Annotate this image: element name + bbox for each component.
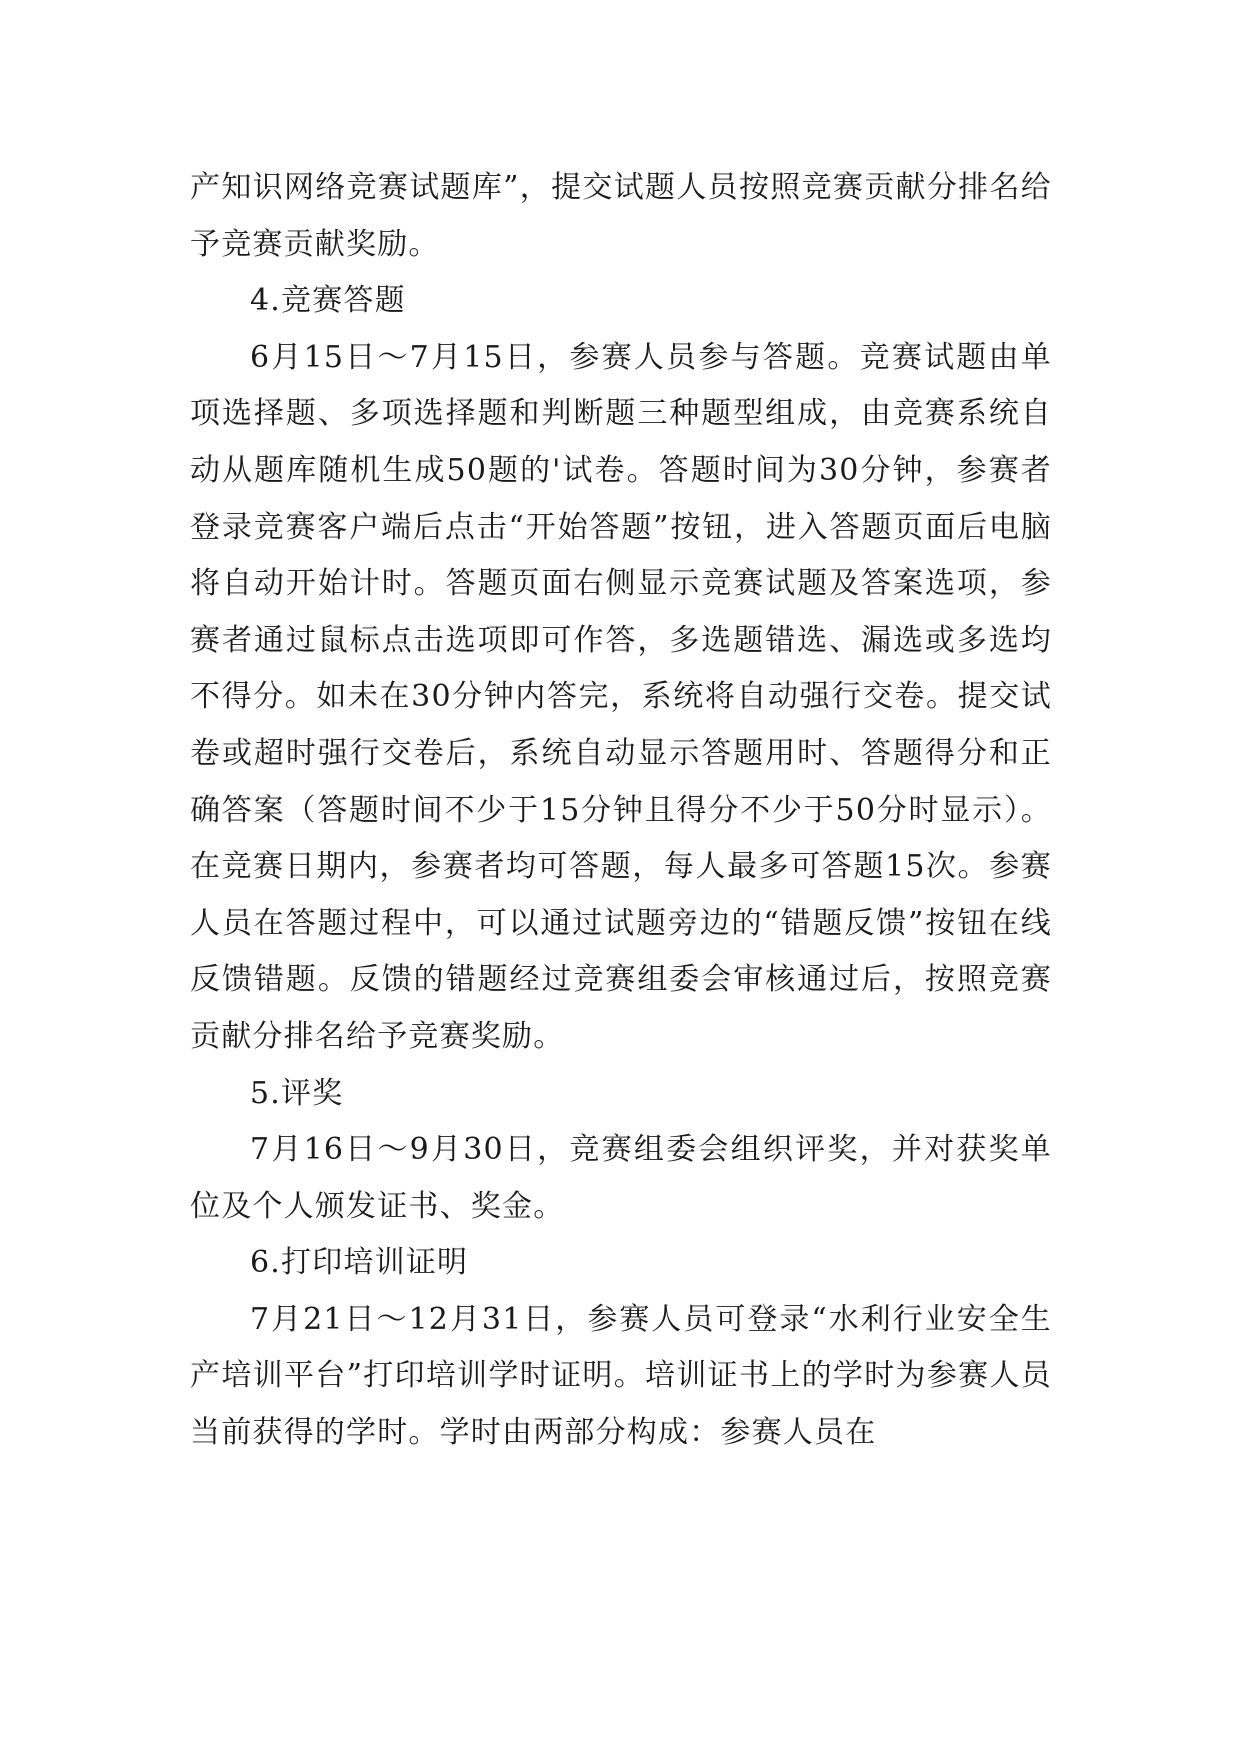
paragraph-print-certificate: 7月21日～12月31日，参赛人员可登录“水利行业安全生产培训平台”打印培训学时证明。培训证书上的学时为参赛人员当前获得的学时。学时由两部分构成：参赛人员在 <box>190 1301 1052 1451</box>
paragraph-continuation: 产知识网络竞赛试题库”，提交试题人员按照竞赛贡献分排名给予竞赛贡献奖励。 <box>190 170 1052 262</box>
document-body <box>190 160 1052 1462</box>
paragraph-awards: 7月16日～9月30日，竞赛组委会组织评奖，并对获奖单位及个人颁发证书、奖金。 <box>190 1132 1052 1224</box>
section-heading-print-certificate: 6.打印培训证明 <box>250 1245 469 1281</box>
paragraph-answering-rules: 6月15日～7月15日，参赛人员参与答题。竞赛试题由单项选择题、多项选择题和判断题三种题型组成，由竞赛系统自动从题库随机生成50题的'试卷。答题时间为30分钟，参赛者登录竞赛客户端后点击“开始答题”按钮，进入答题页面后电脑将自动开始计时。答题页面右侧显示竞赛试题及答案选项，参赛者通过鼠标点击选项即可作答，多选题错选、漏选或多选均不得分。如未在30分钟内答完，系统将自动强行交卷。提交试卷或超时强行交卷后，系统自动显示答题用时、答题得分和正确答案（答题时间不少于15分钟且得分不少于50分时显示）。在竞赛日期内，参赛者均可答题，每人最多可答题15次。参赛人员在答题过程中，可以通过试题旁边的“错题反馈”按钮在线反馈错题。反馈的错题经过竞赛组委会审核通过后，按照竞赛贡献分排名给予竞赛奖励。 <box>190 339 1052 1054</box>
section-heading-awards: 5.评奖 <box>250 1075 344 1111</box>
section-heading-competition-answering: 4.竞赛答题 <box>250 283 406 319</box>
